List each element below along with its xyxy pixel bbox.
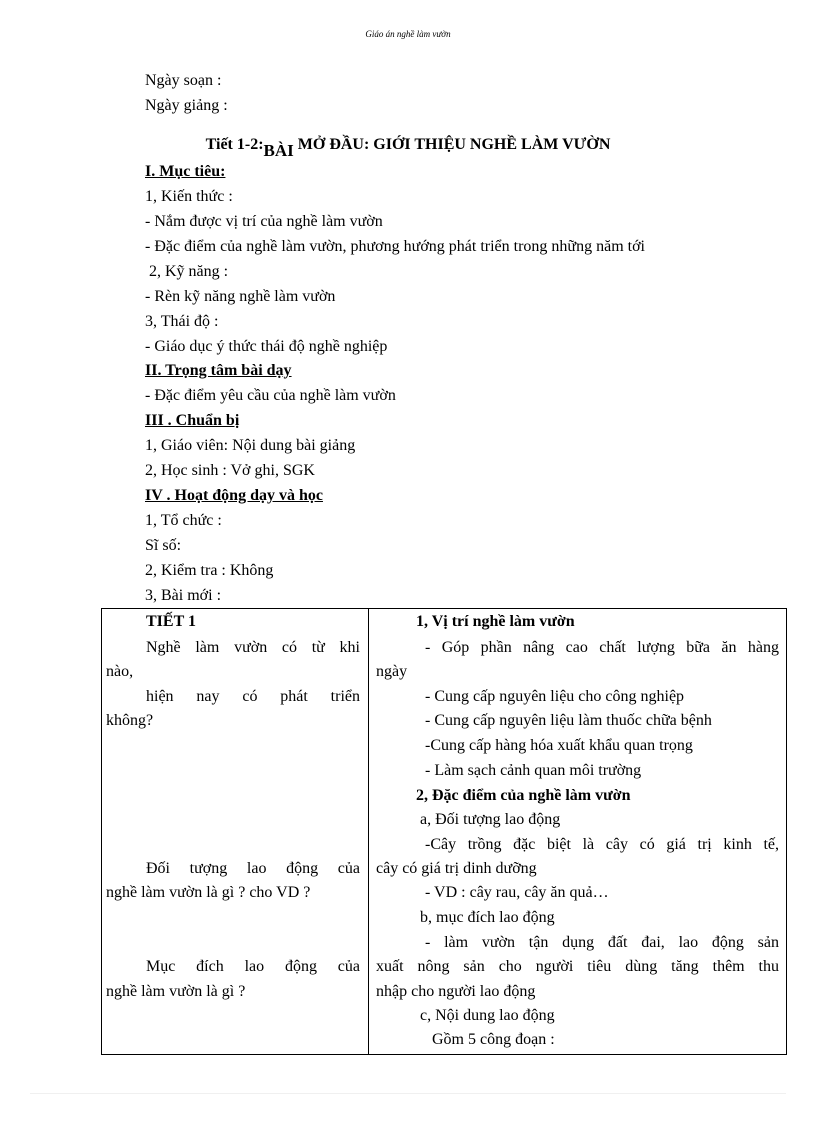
ngay-soan: Ngày soạn : xyxy=(145,72,222,89)
dac-diem-c-item-1: Gồm 5 công đoạn : xyxy=(432,1031,555,1048)
tiet-label: TIẾT 1 xyxy=(146,613,196,630)
bai-moi: 3, Bài mới : xyxy=(145,587,222,604)
section-muc-tieu: I. Mục tiêu: xyxy=(145,163,226,180)
lesson-title-main: MỞ ĐẦU: GIỚI THIỆU NGHỀ LÀM VƯỜN xyxy=(293,136,611,153)
teacher-questions-cell xyxy=(102,609,369,1055)
question-1-line-4: không? xyxy=(106,712,154,729)
question-2-line-1: Đối tượng lao động của xyxy=(146,860,360,877)
heading-dac-diem: 2, Đặc điểm của nghề làm vườn xyxy=(416,787,631,804)
dac-diem-b-item-1-line-1: - làm vườn tận dụng đất đai, lao động sản xyxy=(425,934,779,951)
lesson-table xyxy=(101,608,787,1055)
trong-tam-item-1: - Đặc điểm yêu cầu của nghề làm vườn xyxy=(145,387,396,404)
kiem-tra: 2, Kiểm tra : Không xyxy=(145,562,274,579)
lesson-content-cell xyxy=(369,609,787,1055)
table-row xyxy=(102,609,787,1055)
section-hoat-dong: IV . Hoạt động dạy và học xyxy=(145,487,323,504)
vi-tri-item-1-line-2: ngày xyxy=(376,663,408,680)
vi-tri-item-2: - Cung cấp nguyên liệu cho công nghiệp xyxy=(425,688,685,705)
dac-diem-c: c, Nội dung lao động xyxy=(420,1007,555,1024)
section-trong-tam: II. Trọng tâm bài dạy xyxy=(145,362,292,379)
dac-diem-a-item-1-line-2: cây có giá trị dinh dưỡng xyxy=(376,860,537,877)
question-1-line-2: nào, xyxy=(106,663,134,680)
ngay-giang: Ngày giảng : xyxy=(145,97,228,114)
chuan-bi-item-1: 1, Giáo viên: Nội dung bài giảng xyxy=(145,437,356,454)
question-3-line-1: Mục đích lao động của xyxy=(146,958,360,975)
chuan-bi-item-2: 2, Học sinh : Vở ghi, SGK xyxy=(145,462,315,479)
question-2-line-2: nghề làm vườn là gì ? cho VD ? xyxy=(106,884,311,901)
dac-diem-b-item-1-line-2: xuất nông sản cho người tiêu dùng tăng thêm thu xyxy=(376,958,779,975)
dac-diem-a-item-2: - VD : cây rau, cây ăn quả… xyxy=(425,884,609,901)
kien-thuc-heading: 1, Kiến thức : xyxy=(145,188,233,205)
to-chuc: 1, Tổ chức : xyxy=(145,512,222,529)
question-3-line-2: nghề làm vườn là gì ? xyxy=(106,983,246,1000)
si-so: Sĩ số: xyxy=(145,537,182,554)
kien-thuc-item-2: - Đặc điểm của nghề làm vườn, phương hướng phát triển trong những năm tới xyxy=(145,238,645,255)
thai-do-heading: 3, Thái độ : xyxy=(145,313,219,330)
heading-vi-tri: 1, Vị trí nghề làm vườn xyxy=(416,613,575,630)
dac-diem-b: b, mục đích lao động xyxy=(420,909,555,926)
vi-tri-item-3: - Cung cấp nguyên liệu làm thuốc chữa bệnh xyxy=(425,712,712,729)
lesson-title xyxy=(0,134,816,160)
kien-thuc-item-1: - Nắm được vị trí của nghề làm vườn xyxy=(145,213,383,230)
dac-diem-b-item-1-line-3: nhập cho người lao động xyxy=(376,983,536,1000)
vi-tri-item-4: -Cung cấp hàng hóa xuất khẩu quan trọng xyxy=(425,737,693,754)
dac-diem-a-item-1-line-1: -Cây trồng đặc biệt là cây có giá trị kinh tế, xyxy=(425,836,779,853)
thai-do-item-1: - Giáo dục ý thức thái độ nghề nghiệp xyxy=(145,338,388,355)
dac-diem-a: a, Đối tượng lao động xyxy=(420,811,561,828)
question-1-line-1: Nghề làm vườn có từ khi xyxy=(146,639,360,656)
question-1-line-3: hiện nay có phát triển xyxy=(146,688,360,705)
vi-tri-item-1-line-1: - Góp phần nâng cao chất lượng bữa ăn hàng xyxy=(425,639,779,656)
running-header: Giáo án nghề làm vườn xyxy=(365,29,451,39)
section-chuan-bi: III . Chuẩn bị xyxy=(145,412,240,429)
lesson-title-sub: BÀI xyxy=(263,141,294,160)
ky-nang-heading: 2, Kỹ năng : xyxy=(149,263,229,280)
vi-tri-item-5: - Làm sạch cảnh quan môi trường xyxy=(425,762,642,779)
ky-nang-item-1: - Rèn kỹ năng nghề làm vườn xyxy=(145,288,336,305)
lesson-title-prefix: Tiết 1-2: xyxy=(205,136,264,153)
page-bottom-divider xyxy=(30,1093,786,1094)
